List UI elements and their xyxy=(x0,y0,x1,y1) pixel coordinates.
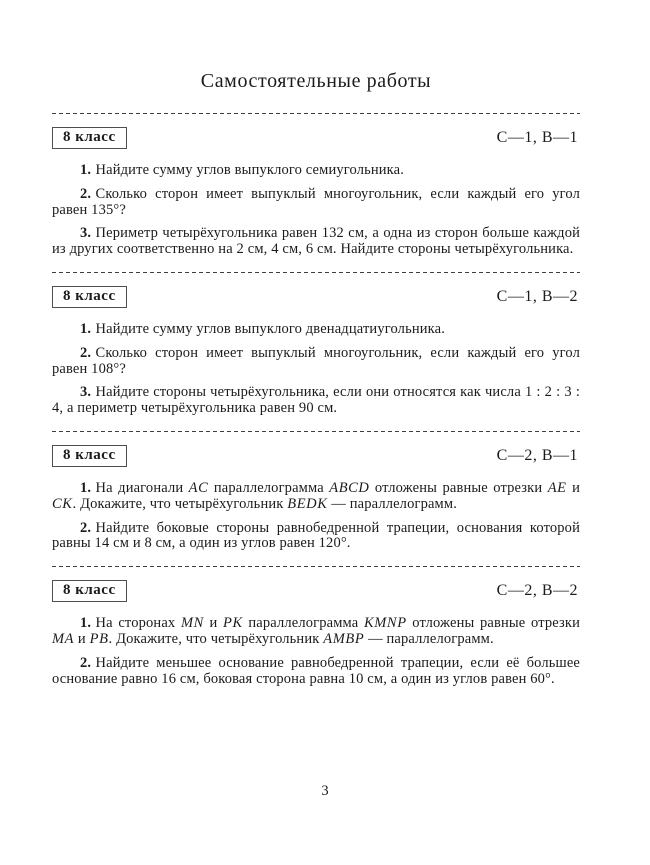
problem-text: На диагонали xyxy=(95,479,189,496)
section-header xyxy=(52,127,580,149)
problems-list xyxy=(52,163,580,258)
problem-paragraph xyxy=(52,322,580,338)
problem-text: . Докажите, что четырёхугольник xyxy=(72,495,288,512)
problem-number: 1. xyxy=(80,162,92,178)
problem-text: параллелограмма xyxy=(242,615,364,632)
problems-list xyxy=(52,481,580,552)
math-variable: MN xyxy=(180,615,204,632)
problem-text: . Докажите, что четырёхугольник xyxy=(108,630,324,647)
dashed-separator xyxy=(52,113,580,114)
grade-label-box xyxy=(52,445,127,467)
variant-label: С—1, В—2 xyxy=(496,287,578,305)
grade-label: 8 класс xyxy=(63,129,116,145)
grade-label: 8 класс xyxy=(63,446,116,463)
problems-list xyxy=(52,322,580,417)
problem-paragraph xyxy=(52,616,580,648)
problem-text: Найдите боковые стороны равнобедренной трапеции, основания которой равны 14 см и 8 см, а один из углов равен 120°. xyxy=(52,519,580,552)
dashed-separator xyxy=(52,272,580,273)
math-variable: KMNP xyxy=(363,615,407,632)
problem-text: Сколько сторон имеет выпуклый многоугольник, если каждый его угол равен 108°? xyxy=(52,344,580,377)
problem-text: — параллелограмм. xyxy=(364,630,494,647)
problem-text: и xyxy=(203,615,224,632)
section-header xyxy=(52,445,580,467)
grade-label-box xyxy=(52,286,127,308)
grade-label: 8 класс xyxy=(63,582,116,599)
section-header xyxy=(52,580,580,602)
sections-container xyxy=(52,113,580,687)
grade-label-box xyxy=(52,580,127,602)
problem-text: Сколько сторон имеет выпуклый многоугольник, если каждый его угол равен 135°? xyxy=(52,185,580,218)
math-variable: AE xyxy=(547,479,567,496)
problem-text: Найдите сумму углов выпуклого семиугольника. xyxy=(95,162,405,178)
problem-text: отложены равные отрезки xyxy=(406,615,580,632)
math-variable: AC xyxy=(188,479,209,496)
math-variable: AMBP xyxy=(323,630,365,647)
problem-text: Найдите меньшее основание равнобедренной трапеции, если её большее основание равно 16 см, боковая сторона равна 10 см, а один из углов равен 60°. xyxy=(52,654,580,687)
problem-number: 3. xyxy=(80,225,92,242)
math-variable: CK xyxy=(52,495,73,512)
problem-paragraph xyxy=(52,521,580,553)
problem-text: Найдите сумму углов выпуклого двенадцатиугольника. xyxy=(95,320,445,337)
variant-label: С—2, В—1 xyxy=(496,446,578,464)
grade-label-box xyxy=(52,127,127,149)
page-title: Самостоятельные работы xyxy=(200,70,432,92)
math-variable: BEDK xyxy=(287,495,328,512)
problem-text: отложены равные отрезки xyxy=(369,479,548,496)
problem-paragraph xyxy=(52,385,580,417)
math-variable: PB xyxy=(89,630,109,647)
problem-paragraph xyxy=(52,226,580,258)
problem-number: 1. xyxy=(80,320,92,337)
problem-text: Периметр четырёхугольника равен 132 см, а одна из сторон больше каждой из других соответственно на 2 см, 4 см, 6 см. Найдите стороны четырёхугольника. xyxy=(52,225,580,258)
variant-label: С—1, В—1 xyxy=(496,129,578,146)
problem-number: 2. xyxy=(80,344,92,361)
math-variable: ABCD xyxy=(329,479,370,496)
grade-label: 8 класс xyxy=(63,287,116,304)
problem-number: 2. xyxy=(80,519,92,536)
math-variable: MA xyxy=(52,630,75,647)
problem-paragraph xyxy=(52,481,580,513)
problem-text: Найдите стороны четырёхугольника, если они относятся как числа 1 : 2 : 3 : 4, а периметр четырёхугольника равен 90 см. xyxy=(52,384,580,417)
math-variable: PK xyxy=(223,615,243,632)
problem-text: — параллелограмм. xyxy=(327,495,457,512)
problem-number: 2. xyxy=(80,185,92,202)
problem-text: параллелограмма xyxy=(208,479,330,496)
problem-text: и xyxy=(74,630,90,647)
problems-list xyxy=(52,616,580,687)
page-number: 3 xyxy=(321,783,329,799)
problem-text: На сторонах xyxy=(95,615,181,632)
problem-paragraph xyxy=(52,163,580,179)
dashed-separator xyxy=(52,566,580,567)
problem-number: 2. xyxy=(80,654,92,671)
problem-number: 1. xyxy=(80,615,92,632)
problem-text: и xyxy=(566,479,580,496)
dashed-separator xyxy=(52,431,580,432)
problem-paragraph xyxy=(52,187,580,219)
variant-label: С—2, В—2 xyxy=(496,582,578,600)
section-header xyxy=(52,286,580,308)
problem-paragraph xyxy=(52,656,580,688)
problem-number: 1. xyxy=(80,479,92,496)
problem-paragraph xyxy=(52,346,580,378)
problem-number: 3. xyxy=(80,384,92,401)
